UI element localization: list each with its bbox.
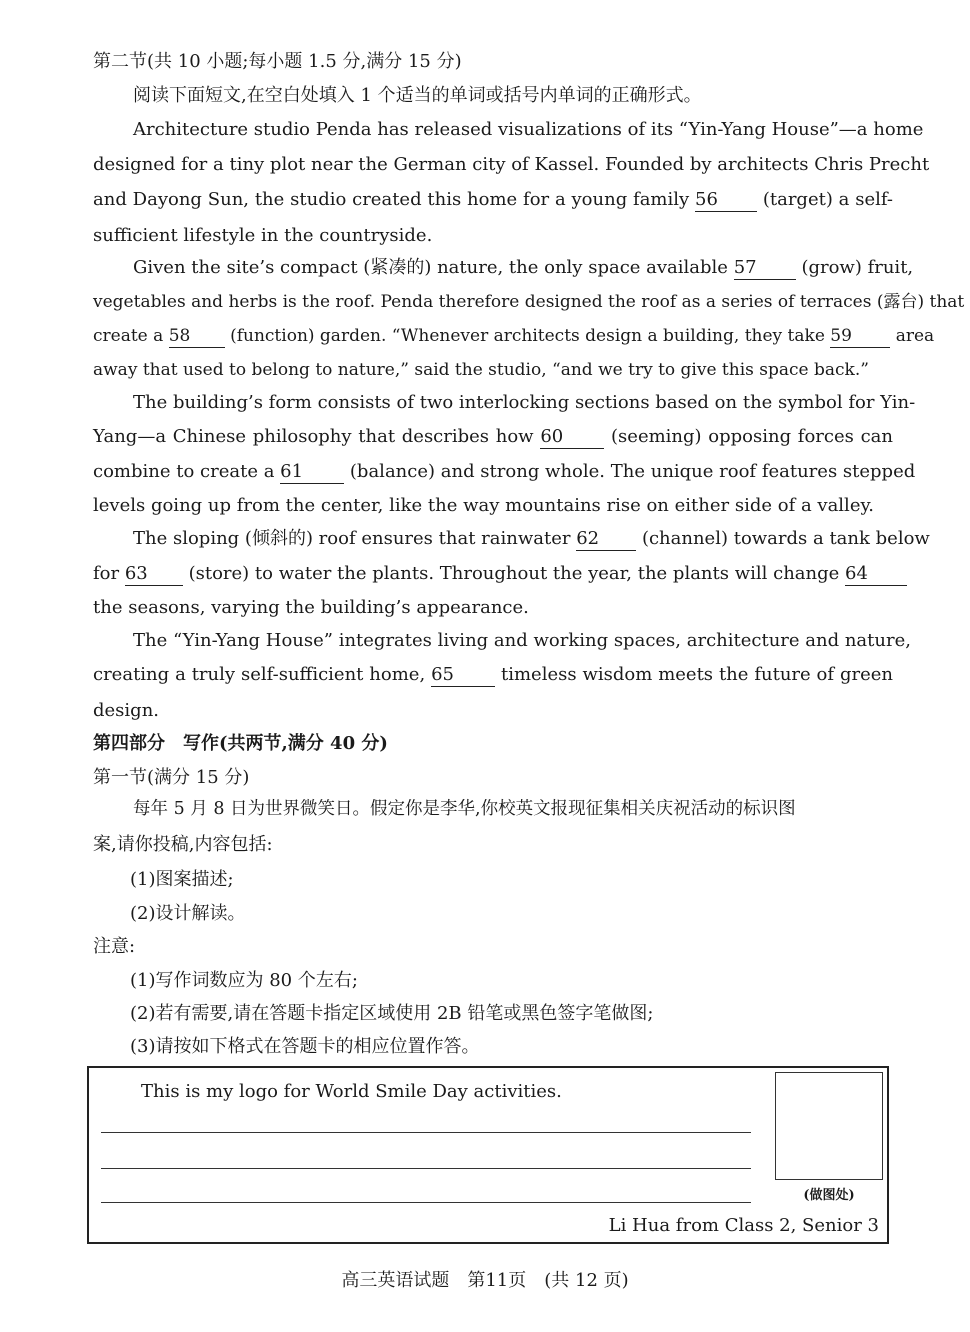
- content-item: (2)设计解读。: [130, 903, 246, 924]
- blank-60[interactable]: 60: [540, 426, 604, 449]
- passage-text: for: [93, 563, 120, 584]
- page-footer: 高三英语试题 第11页 (共 12 页): [341, 1270, 629, 1291]
- blank-58[interactable]: 58: [169, 325, 225, 348]
- content-item: (1)图案描述;: [130, 869, 234, 890]
- passage-line: designed for a tiny plot near the German city of Kassel. Founded by architects Chris Precht: [93, 154, 930, 175]
- passage-line: away that used to belong to nature,” said the studio, “and we try to give this space back.”: [93, 360, 869, 380]
- blank-56[interactable]: 56: [695, 189, 757, 212]
- passage-line: design.: [93, 700, 160, 721]
- blank-64[interactable]: 64: [845, 563, 907, 586]
- blank-62[interactable]: 62: [576, 528, 636, 551]
- passage-text: (channel) towards a tank below: [641, 528, 930, 549]
- passage-text: creating a truly self-sufficient home,: [93, 664, 426, 685]
- passage-text: timeless wisdom meets the future of green: [500, 664, 893, 685]
- blank-57[interactable]: 57: [734, 257, 796, 280]
- passage-line: Architecture studio Penda has released visualizations of its “Yin-Yang House”—a home: [133, 119, 924, 140]
- note-item: (3)请按如下格式在答题卡的相应位置作答。: [130, 1036, 480, 1057]
- passage-line: [93, 663, 893, 687]
- passage-line: vegetables and herbs is the roof. Penda therefore designed the roof as a series of terraces (露台) that: [93, 292, 965, 312]
- part-header: 第四部分 写作(共两节,满分 40 分): [93, 733, 388, 754]
- passage-line: [93, 188, 893, 212]
- instruction: 阅读下面短文,在空白处填入 1 个适当的单词或括号内单词的正确形式。: [133, 85, 702, 106]
- passage-line: levels going up from the center, like the way mountains rise on either side of a valley.: [93, 495, 874, 516]
- passage-text: (balance) and strong whole. The unique roof features stepped: [349, 461, 916, 482]
- blank-59[interactable]: 59: [830, 325, 890, 348]
- passage-line: [93, 562, 893, 586]
- passage-line: [93, 324, 935, 348]
- passage-line: [133, 527, 930, 551]
- passage-text: (function) garden. “Whenever architects design a building, they take: [230, 326, 825, 346]
- passage-text: (seeming) opposing forces can: [611, 426, 893, 447]
- writing-line[interactable]: [101, 1168, 751, 1169]
- passage-text: (store) to water the plants. Throughout the year, the plants will change: [188, 563, 840, 584]
- passage-line: [93, 425, 893, 449]
- passage-text: (target) a self-: [762, 189, 893, 210]
- note-item: (2)若有需要,请在答题卡指定区域使用 2B 铅笔或黑色签字笔做图;: [130, 1003, 654, 1024]
- passage-text: Yang—a Chinese philosophy that describes how: [93, 426, 534, 447]
- signature: Li Hua from Class 2, Senior 3: [608, 1215, 879, 1236]
- passage-line: The “Yin-Yang House” integrates living and working spaces, architecture and nature,: [133, 630, 911, 651]
- passage-text: and Dayong Sun, the studio created this home for a young family: [93, 189, 690, 210]
- answer-opening-line: This is my logo for World Smile Day activities.: [141, 1081, 562, 1102]
- answer-format-box: [87, 1066, 889, 1244]
- drawing-area-label: (做图处): [803, 1188, 855, 1203]
- blank-65[interactable]: 65: [431, 664, 495, 687]
- note-item: (1)写作词数应为 80 个左右;: [130, 970, 358, 991]
- passage-text: (grow) fruit,: [801, 257, 914, 278]
- notes-title: 注意:: [93, 936, 136, 957]
- section-header: 第一节(满分 15 分): [93, 767, 250, 788]
- blank-61[interactable]: 61: [280, 461, 344, 484]
- writing-line[interactable]: [101, 1132, 751, 1133]
- passage-text: Given the site’s compact (紧凑的) nature, the only space available: [133, 257, 728, 278]
- passage-line: the seasons, varying the building’s appearance.: [93, 597, 529, 618]
- prompt-line: 每年 5 月 8 日为世界微笑日。假定你是李华,你校英文报现征集相关庆祝活动的标识图: [133, 799, 796, 819]
- passage-line: sufficient lifestyle in the countryside.: [93, 225, 433, 246]
- passage-line: [133, 256, 914, 280]
- section-header: 第二节(共 10 小题;每小题 1.5 分,满分 15 分): [93, 51, 462, 72]
- passage-text: area: [895, 326, 935, 346]
- passage-line: [93, 460, 916, 484]
- blank-63[interactable]: 63: [125, 563, 183, 586]
- passage-text: create a: [93, 326, 164, 346]
- drawing-area[interactable]: [775, 1072, 883, 1180]
- prompt-line: 案,请你投稿,内容包括:: [93, 834, 273, 855]
- writing-line[interactable]: [101, 1202, 751, 1203]
- passage-text: The sloping (倾斜的) roof ensures that rainwater: [133, 528, 571, 549]
- passage-line: The building’s form consists of two interlocking sections based on the symbol for Yin-: [133, 392, 916, 413]
- passage-text: combine to create a: [93, 461, 275, 482]
